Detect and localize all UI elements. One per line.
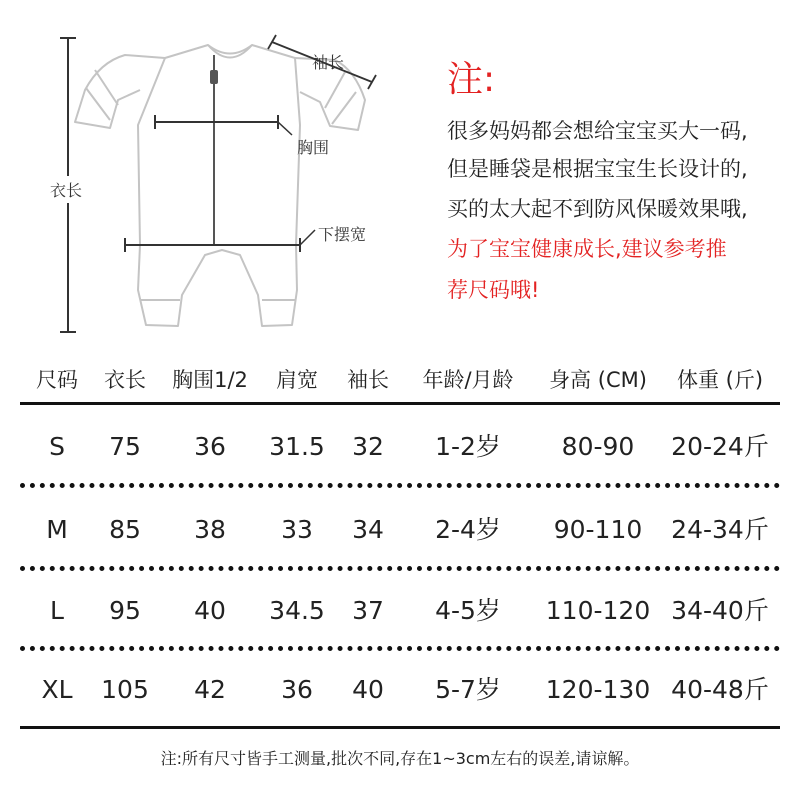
cell-age: 2-4岁 bbox=[435, 515, 501, 544]
note-title: 注: bbox=[447, 59, 496, 100]
cell-size: M bbox=[46, 515, 68, 544]
hem-width-label: 下摆宽 bbox=[318, 225, 367, 244]
cell-sleeve: 40 bbox=[352, 675, 384, 704]
cell-sleeve: 37 bbox=[352, 596, 384, 625]
cell-half-chest: 38 bbox=[194, 515, 226, 544]
length-label: 衣长 bbox=[50, 176, 82, 203]
cell-height: 120-130 bbox=[545, 675, 651, 704]
cell-age: 1-2岁 bbox=[435, 432, 501, 461]
cell-size: L bbox=[50, 596, 64, 625]
cell-age: 4-5岁 bbox=[435, 596, 501, 625]
cell-length: 75 bbox=[109, 432, 141, 461]
cell-shoulder: 33 bbox=[281, 515, 313, 544]
cell-size: S bbox=[49, 432, 65, 461]
zipper-pull bbox=[210, 70, 218, 84]
header-sleeve: 袖长 bbox=[347, 368, 389, 392]
header-weight: 体重 (斤) bbox=[676, 368, 764, 392]
cell-length: 105 bbox=[101, 675, 149, 704]
cell-sleeve: 32 bbox=[352, 432, 384, 461]
row-divider bbox=[20, 483, 780, 488]
cell-half-chest: 42 bbox=[194, 675, 226, 704]
cell-height: 110-120 bbox=[545, 596, 651, 625]
note-line-highlight: 荐尺码哦! bbox=[447, 278, 540, 302]
cell-sleeve: 34 bbox=[352, 515, 384, 544]
sleeve-length-label: 袖长 bbox=[312, 53, 345, 72]
cell-length: 85 bbox=[109, 515, 141, 544]
header-half-chest: 胸围1/2 bbox=[172, 368, 248, 392]
header-size: 尺码 bbox=[36, 368, 78, 392]
cell-weight: 40-48斤 bbox=[671, 675, 769, 704]
note-line-highlight: 为了宝宝健康成长,建议参考推 bbox=[447, 237, 727, 261]
table-bottom-rule bbox=[20, 726, 780, 729]
sleep-sack-outline bbox=[0, 0, 440, 350]
cell-height: 80-90 bbox=[561, 432, 635, 461]
cell-weight: 24-34斤 bbox=[671, 515, 769, 544]
row-divider bbox=[20, 646, 780, 651]
cell-length: 95 bbox=[109, 596, 141, 625]
header-age: 年龄/月龄 bbox=[422, 368, 514, 392]
table-top-rule bbox=[20, 402, 780, 405]
header-height: 身高 (CM) bbox=[549, 368, 647, 392]
header-length: 衣长 bbox=[104, 368, 146, 392]
cell-weight: 20-24斤 bbox=[671, 432, 769, 461]
cell-height: 90-110 bbox=[553, 515, 643, 544]
cell-shoulder: 34.5 bbox=[269, 596, 325, 625]
header-shoulder: 肩宽 bbox=[276, 368, 318, 392]
row-divider bbox=[20, 566, 780, 571]
chest-label: 胸围 bbox=[297, 138, 330, 157]
cell-shoulder: 36 bbox=[281, 675, 313, 704]
note-line: 买的太大起不到防风保暖效果哦, bbox=[447, 197, 748, 221]
cell-half-chest: 40 bbox=[194, 596, 226, 625]
note-line: 但是睡袋是根据宝宝生长设计的, bbox=[447, 157, 748, 181]
size-table bbox=[0, 355, 800, 730]
cell-age: 5-7岁 bbox=[435, 675, 501, 704]
cell-weight: 34-40斤 bbox=[671, 596, 769, 625]
cell-half-chest: 36 bbox=[194, 432, 226, 461]
note-line: 很多妈妈都会想给宝宝买大一码, bbox=[447, 119, 748, 143]
cell-shoulder: 31.5 bbox=[269, 432, 325, 461]
size-diagram bbox=[0, 0, 440, 350]
cell-size: XL bbox=[41, 675, 73, 704]
footer-note: 注:所有尺寸皆手工测量,批次不同,存在1~3cm左右的误差,请谅解。 bbox=[160, 749, 640, 768]
